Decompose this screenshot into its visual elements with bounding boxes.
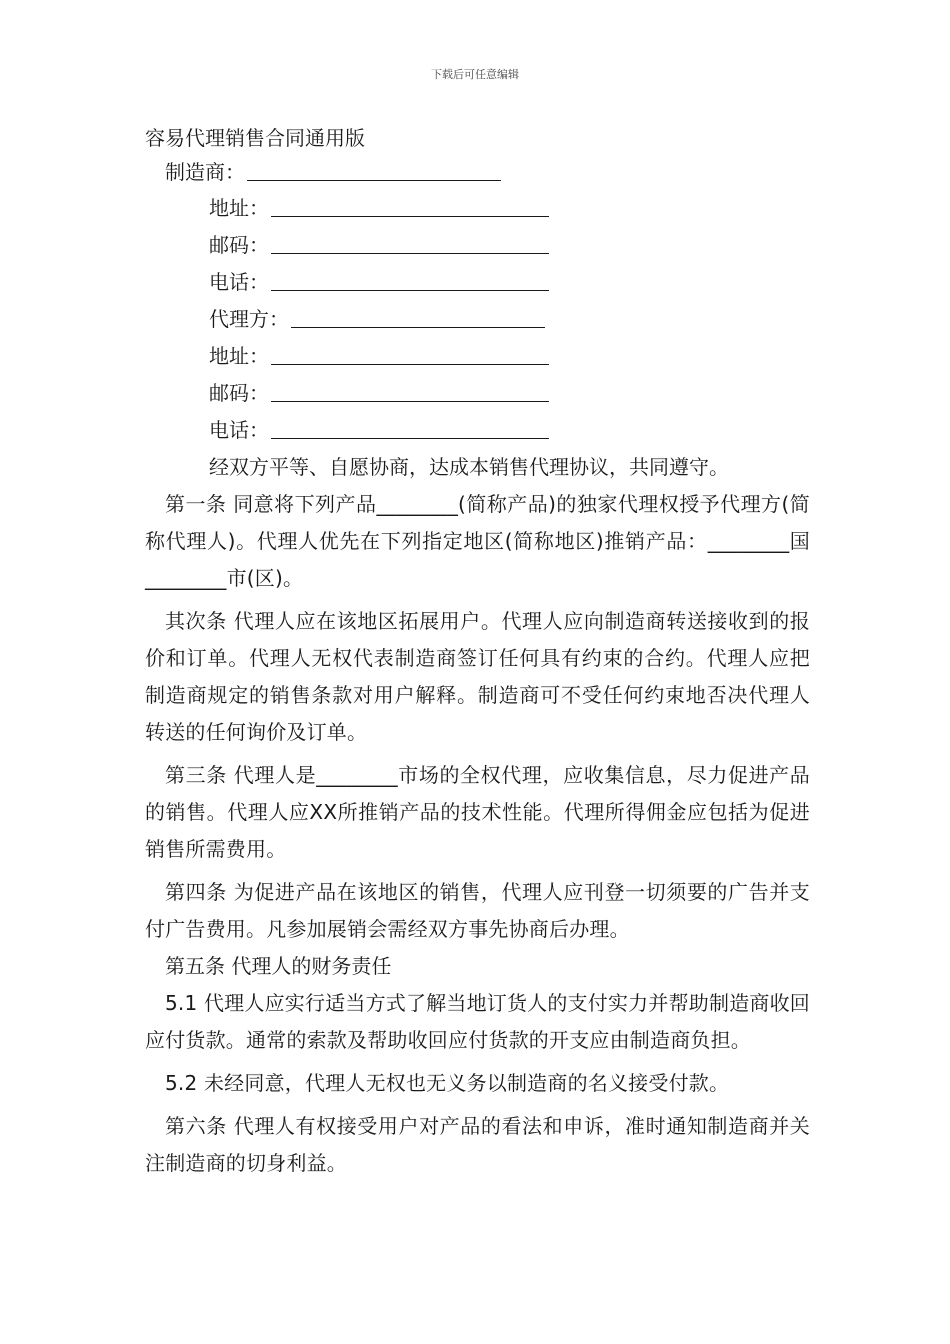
- field-label: 代理方：: [209, 307, 289, 331]
- article-1: 第一条 同意将下列产品________(简称产品)的独家代理权授予代理方(简称代理人)。代理人优先在下列指定地区(简称地区)推销产品：________国________市(区)。: [145, 492, 810, 590]
- field-label: 地址：: [209, 344, 269, 368]
- article-3: 第三条 代理人是________市场的全权代理，应收集信息，尽力促进产品的销售。代理人应XX所推销产品的技术性能。代理所得佣金应包括为促进销售所需费用。: [145, 763, 810, 861]
- field-label: 邮码：: [209, 233, 269, 257]
- field-blank: [271, 233, 549, 254]
- agent-postcode-field: [145, 375, 810, 412]
- agent-address-field: [145, 338, 810, 375]
- field-blank: [271, 381, 549, 402]
- manufacturer-address-field: [145, 190, 810, 227]
- document-title: 容易代理销售合同通用版: [145, 126, 365, 150]
- manufacturer-field: [145, 154, 810, 190]
- intro-paragraph: 经双方平等、自愿协商，达成本销售代理协议，共同遵守。: [209, 455, 729, 479]
- field-blank: [271, 196, 549, 217]
- field-label: 电话：: [209, 270, 269, 294]
- article-5-title: 第五条 代理人的财务责任: [165, 954, 392, 978]
- clause-5-1: 5.1 代理人应实行适当方式了解当地订货人的支付实力并帮助制造商收回应付货款。通常的索款及帮助收回应付货款的开支应由制造商负担。: [145, 991, 810, 1052]
- article-4: 第四条 为促进产品在该地区的销售，代理人应刊登一切须要的广告并支付广告费用。凡参加展销会需经双方事先协商后办理。: [145, 880, 810, 941]
- agent-phone-field: [145, 412, 810, 449]
- article-2: 其次条 代理人应在该地区拓展用户。代理人应向制造商转送接收到的报价和订单。代理人无权代表制造商签订任何具有约束的合约。代理人应把制造商规定的销售条款对用户解释。制造商可不受任何约束地否决代理人转送的任何询价及订单。: [145, 609, 810, 744]
- manufacturer-phone-field: [145, 264, 810, 301]
- contract-body: [145, 122, 810, 1182]
- clause-5-2: 5.2 未经同意，代理人无权也无义务以制造商的名义接受付款。: [165, 1071, 730, 1095]
- manufacturer-blank: [247, 160, 501, 181]
- field-blank: [291, 307, 545, 328]
- field-label: 电话：: [209, 418, 269, 442]
- field-blank: [271, 418, 549, 439]
- field-blank: [271, 270, 549, 291]
- agent-field: [145, 301, 810, 338]
- page-header-note: 下载后可任意编辑: [431, 68, 519, 81]
- field-label: 邮码：: [209, 381, 269, 405]
- article-6: 第六条 代理人有权接受用户对产品的看法和申诉，准时通知制造商并关注制造商的切身利益。: [145, 1114, 810, 1175]
- field-label: 地址：: [209, 196, 269, 220]
- field-blank: [271, 344, 549, 365]
- manufacturer-label: 制造商：: [165, 160, 245, 184]
- manufacturer-postcode-field: [145, 227, 810, 264]
